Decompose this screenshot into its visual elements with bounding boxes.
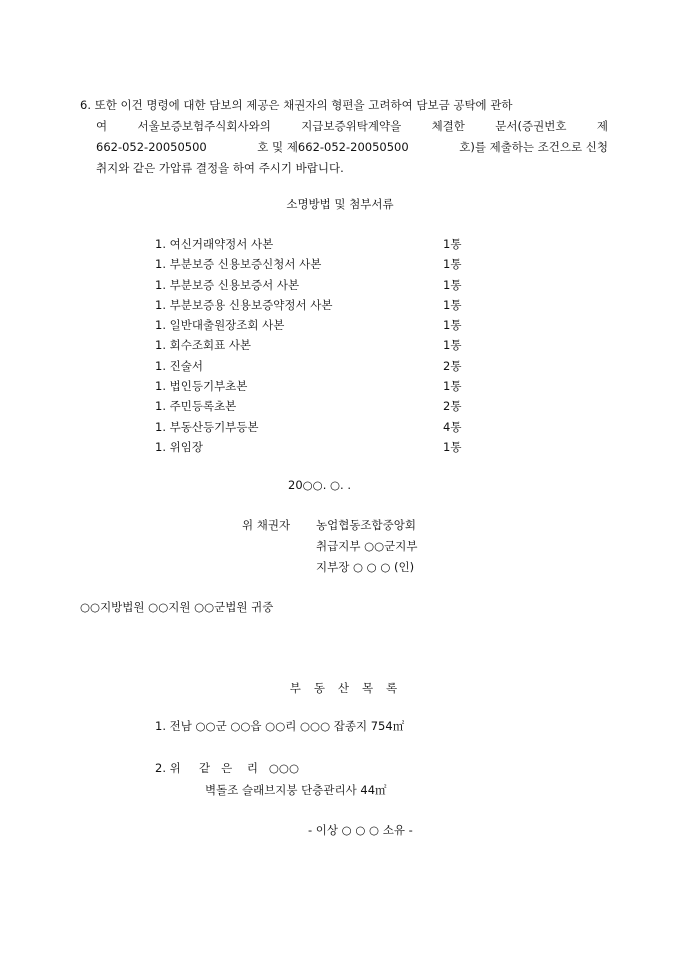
property-item-2-detail: 벽돌조 슬래브지붕 단층관리사 44㎡ [205, 783, 387, 797]
attachment-label: 1. 부분보증용 신용보증약정서 사본 [155, 297, 333, 312]
attachment-label: 1. 여신거래약정서 사본 [155, 237, 274, 251]
attachment-qty: 1통 [443, 338, 462, 353]
attachment-qty: 1통 [443, 257, 462, 272]
paragraph-line-1 [80, 95, 608, 116]
attachment-qty: 1통 [443, 379, 462, 394]
attachment-label: 1. 진술서 [155, 358, 203, 373]
paragraph-line-2 [80, 116, 608, 137]
attachment-qty: 2통 [443, 358, 462, 373]
paragraph-text: 체결한 [431, 119, 465, 133]
paragraph-text: 662-052-20050500 [96, 140, 207, 154]
attachment-item [155, 234, 465, 254]
paragraph-text: 제 [596, 119, 608, 133]
paragraph-text: 서울보증보험주식회사와의 [137, 119, 271, 133]
attachments-heading: 소명방법 및 첨부서류 [286, 197, 394, 211]
attachment-qty: 1통 [443, 237, 462, 251]
branch-head-signature: 지부장 ○ ○ ○ (인) [316, 560, 415, 574]
paragraph-line-4 [80, 158, 608, 179]
document-date: 20○○. ○. . [288, 478, 352, 492]
property-list-footer: - 이상 ○ ○ ○ 소유 - [308, 823, 413, 837]
attachment-qty: 1통 [443, 277, 462, 292]
paragraph-text: 여 [96, 119, 108, 133]
paragraph-line-3 [80, 137, 608, 158]
attachment-label: 1. 회수조회표 사본 [155, 338, 252, 353]
paragraph-text: 취지와 같은 가압류 결정을 하여 주시기 바랍니다. [96, 161, 344, 175]
attachment-qty: 2통 [443, 399, 462, 414]
attachment-qty: 4통 [443, 419, 462, 434]
paragraph-text: 호)를 제출하는 조건으로 신청 [459, 140, 608, 154]
attachment-label: 1. 주민등록초본 [155, 399, 237, 414]
attachments-list [155, 234, 465, 457]
creditor-branch: 취급지부 ○○군지부 [316, 539, 418, 553]
attachment-item [155, 396, 465, 416]
attachment-label: 1. 위임장 [155, 439, 203, 454]
paragraph-text: 문서(증권번호 [495, 119, 567, 133]
paragraph-text: 호 및 제662-052-20050500 [257, 140, 409, 154]
attachment-label: 1. 법인등기부초본 [155, 379, 248, 394]
property-list-heading: 부동산목록 [289, 681, 411, 695]
attachment-qty: 1통 [443, 318, 462, 333]
creditor-prefix: 위 채권자 [242, 518, 291, 532]
attachment-item [155, 335, 465, 355]
paragraph-text: 지급보증위탁계약을 [301, 119, 402, 133]
attachment-label: 1. 부동산등기부등본 [155, 419, 259, 434]
paragraph-6 [80, 95, 608, 179]
attachment-item [155, 417, 465, 437]
attachment-qty: 1통 [443, 439, 462, 454]
property-item-2: 2. 위 같 은 리 ○○○ [155, 761, 299, 775]
property-item-1: 1. 전남 ○○군 ○○읍 ○○리 ○○○ 잡종지 754㎡ [155, 719, 405, 733]
court-addressee: ○○지방법원 ○○지원 ○○군법원 귀중 [80, 600, 274, 614]
creditor-organization: 농업협동조합중앙회 [316, 518, 416, 532]
attachment-label: 1. 일반대출원장조회 사본 [155, 318, 285, 333]
attachment-item [155, 315, 465, 335]
attachment-label: 1. 부분보증 신용보증서 사본 [155, 277, 300, 292]
attachment-item [155, 376, 465, 396]
attachment-item [155, 356, 465, 376]
paragraph-text: 6. 또한 이건 명령에 대한 담보의 제공은 채권자의 형편을 고려하여 담보금 공탁에 관하 [80, 98, 513, 112]
attachment-item [155, 254, 465, 274]
attachment-label: 1. 부분보증 신용보증신청서 사본 [155, 257, 322, 272]
attachment-item [155, 275, 465, 295]
attachment-item [155, 437, 465, 457]
attachment-item [155, 295, 465, 315]
attachment-qty: 1통 [443, 297, 462, 312]
